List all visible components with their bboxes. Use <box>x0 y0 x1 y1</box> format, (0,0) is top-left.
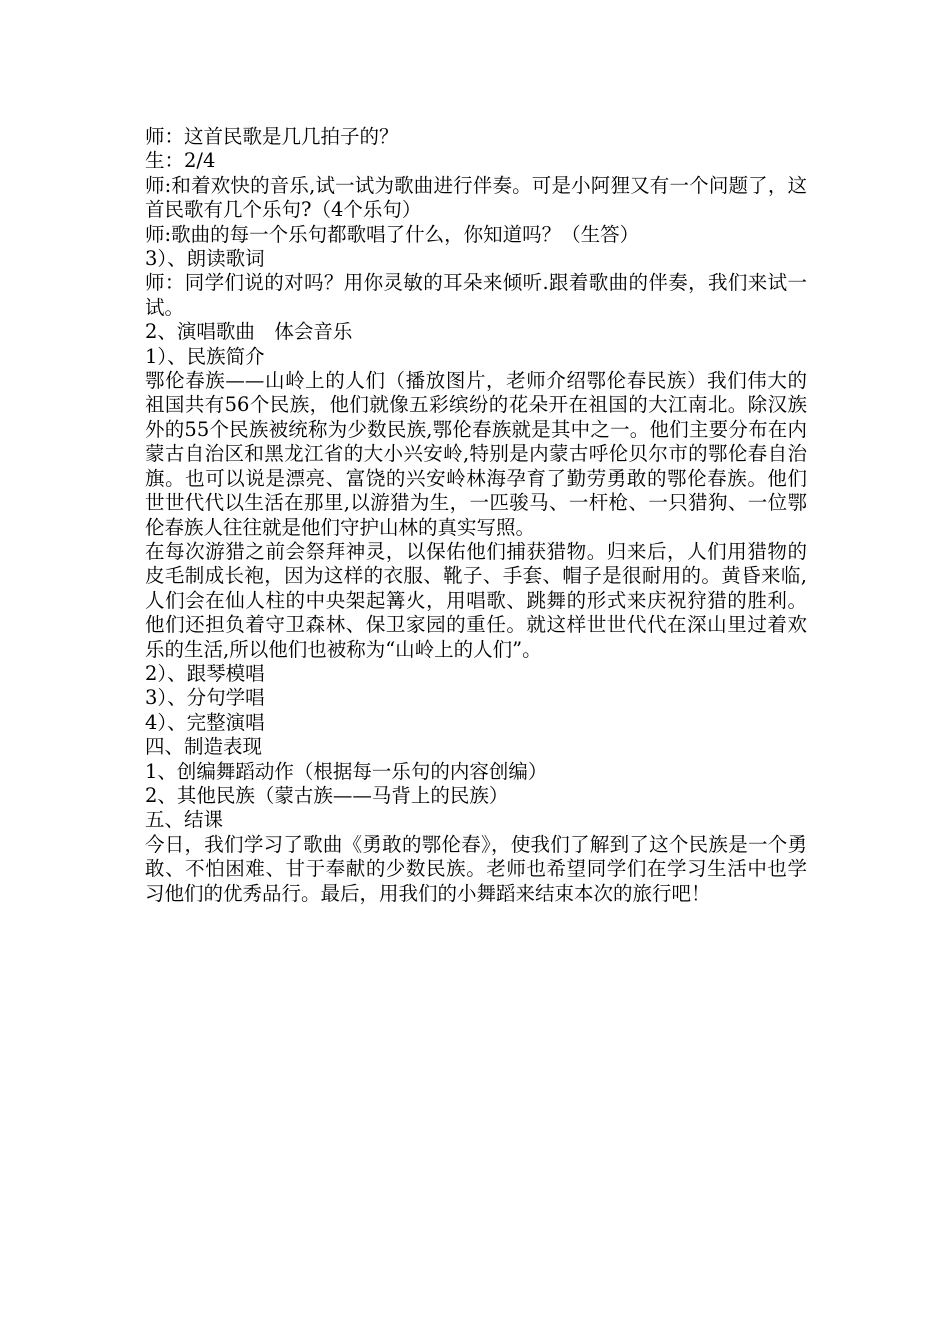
document-body <box>145 125 807 906</box>
paragraph-heading-piano: 2）、跟琴模唱 <box>145 661 265 685</box>
paragraph-other-ethnic: 2、其他民族（蒙古族——马背上的民族） <box>145 783 509 807</box>
paragraph-question-meter: 师：这首民歌是几几拍子的？ <box>145 125 399 148</box>
paragraph-heading-read-lyrics: 3）、朗读歌词 <box>145 247 265 271</box>
paragraph-heading-create: 四、制造表现 <box>145 735 263 759</box>
paragraph-heading-sing: 2、演唱歌曲 体会音乐 <box>145 320 353 344</box>
paragraph-oroqen-intro: 鄂伦春族——山岭上的人们（播放图片，老师介绍鄂伦春民族）我们伟大的祖国共有56个民族，他们就像五彩缤纷的花朵开在祖国的大江南北。除汉族外的55个民族被统称为少数民族,鄂伦春族就是其中之一。他们主要分布在内蒙古自治区和黑龙江省的大小兴安岭,特别是内蒙古呼伦贝尔市的鄂伦春自治旗。也可以说是漂亮、富饶的兴安岭林海孕育了勤劳勇敢的鄂伦春族。他们世世代代以生活在那里,以游猎为生，一匹骏马、一杆枪、一只猎狗、一位鄂伦春族人往往就是他们守护山林的真实写照。 <box>145 369 807 539</box>
paragraph-listen: 师：同学们说的对吗？用你灵敏的耳朵来倾听.跟着歌曲的伴奏，我们来试一试。 <box>145 271 807 319</box>
paragraph-heading-phrase-learn: 3）、分句学唱 <box>145 686 265 710</box>
paragraph-phrases-question: 师:歌曲的每一个乐句都歌唱了什么，你知道吗？（生答） <box>145 222 640 246</box>
paragraph-heading-ethnic-intro: 1）、民族简介 <box>145 344 265 368</box>
paragraph-heading-conclusion: 五、结课 <box>145 808 224 832</box>
paragraph-conclusion: 今日，我们学习了歌曲《勇敢的鄂伦春》，使我们了解到了这个民族是一个勇敢、不怕困难、甘于奉献的少数民族。老师也希望同学们在学习生活中也学习他们的优秀品行。最后，用我们的小舞蹈来结束本次的旅行吧！ <box>145 832 807 905</box>
paragraph-heading-full-sing: 4）、完整演唱 <box>145 710 265 734</box>
paragraph-answer-meter: 生：2/4 <box>145 149 216 173</box>
paragraph-oroqen-hunting: 在每次游猎之前会祭拜神灵，以保佑他们捕获猎物。归来后，人们用猎物的皮毛制成长袍，因为这样的衣服、靴子、手套、帽子是很耐用的。黄昏来临,人们会在仙人柱的中央架起篝火，用唱歌、跳舞的形式来庆祝狩猎的胜利。他们还担负着守卫森林、保卫家园的重任。就这样世世代代在深山里过着欢乐的生活,所以他们也被称为“山岭上的人们”。 <box>145 539 807 661</box>
paragraph-accompaniment: 师:和着欢快的音乐,试一试为歌曲进行伴奏。可是小阿狸又有一个问题了，这首民歌有几个乐句?（4个乐句） <box>145 173 807 222</box>
paragraph-dance-moves: 1、创编舞蹈动作（根据每一乐句的内容创编） <box>145 759 548 783</box>
